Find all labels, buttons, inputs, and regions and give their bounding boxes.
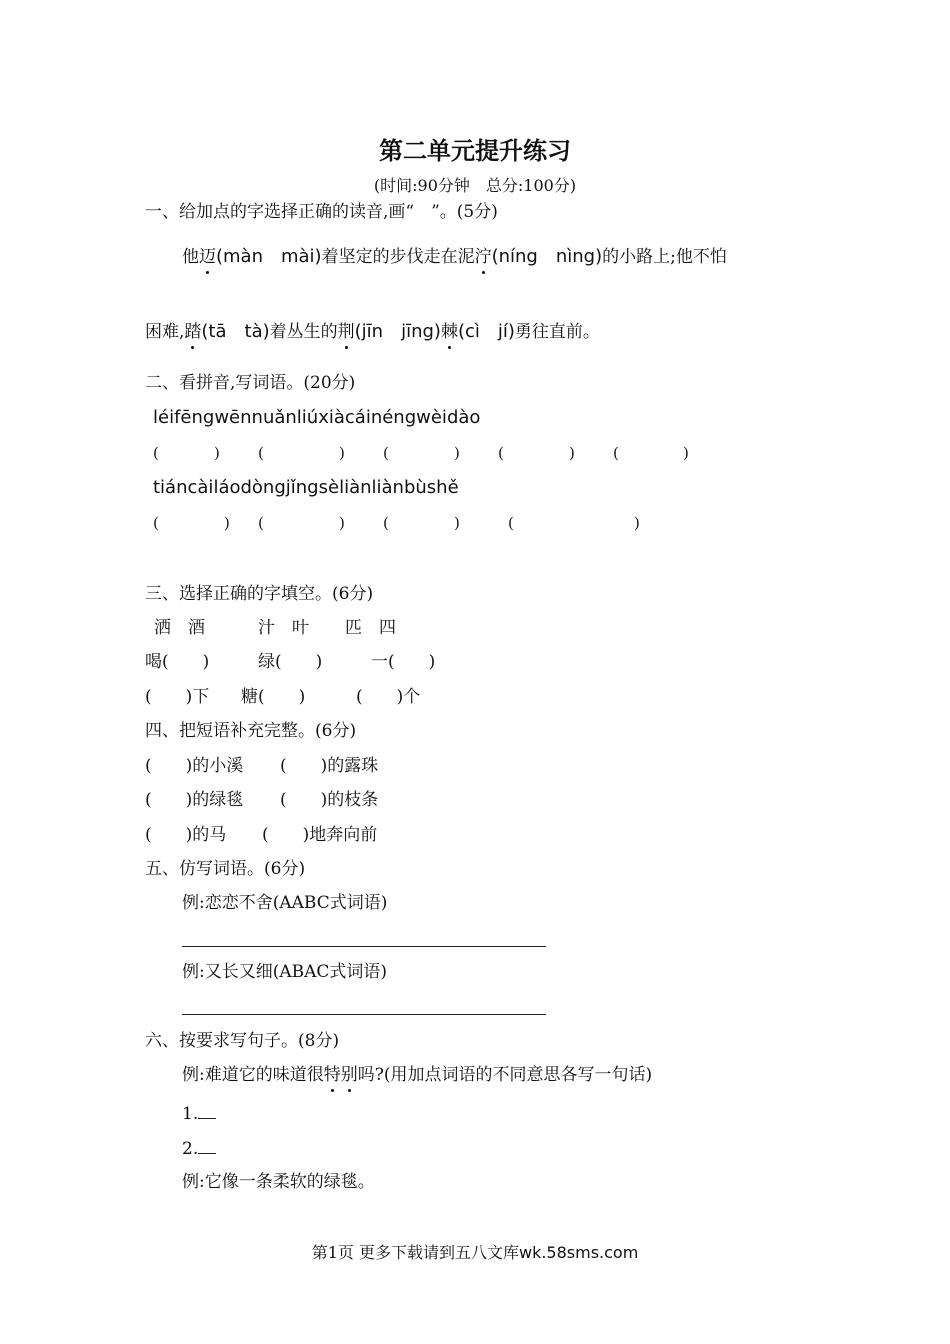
answer-box-close[interactable]: ) xyxy=(454,444,460,462)
q6-item xyxy=(182,1137,216,1160)
q1-sentence-line2 xyxy=(145,321,600,343)
pinyin-word: jǐngsè xyxy=(285,477,340,498)
q3-heading: 三、选择正确的字填空。(6分) xyxy=(145,584,374,604)
pinyin-word: láodòng xyxy=(213,477,286,498)
answer-box-close[interactable]: ) xyxy=(224,514,230,532)
q3-fill-item[interactable]: 一( ) xyxy=(371,652,436,672)
q4-phrase[interactable]: ( )的露珠 xyxy=(280,756,379,776)
answer-box-open[interactable]: ( xyxy=(153,444,159,462)
answer-box-close[interactable]: ) xyxy=(569,444,575,462)
answer-box-open[interactable]: ( xyxy=(508,514,514,532)
answer-line[interactable] xyxy=(182,946,546,947)
answer-blank[interactable] xyxy=(198,1137,216,1154)
text-segment: 着丛生的 xyxy=(269,322,338,342)
answer-box-open[interactable]: ( xyxy=(498,444,504,462)
answer-box-open[interactable]: ( xyxy=(153,514,159,532)
page-subtitle: (时间:90分钟 总分:100分) xyxy=(373,176,577,195)
answer-box-open[interactable]: ( xyxy=(613,444,619,462)
answer-box-close[interactable]: ) xyxy=(339,514,345,532)
pinyin-word: liànliànbùshě xyxy=(339,477,459,498)
pinyin-word: wēnnuǎn xyxy=(214,407,297,428)
q2-heading: 二、看拼音,写词语。(20分) xyxy=(145,373,356,393)
q4-heading: 四、把短语补充完整。(6分) xyxy=(145,721,357,741)
answer-box-open[interactable]: ( xyxy=(383,514,389,532)
pinyin-word: liúxià xyxy=(296,407,345,428)
q2-pinyin-row2 xyxy=(153,477,459,499)
answer-box-close[interactable]: ) xyxy=(683,444,689,462)
q4-phrase[interactable]: ( )地奔向前 xyxy=(262,825,378,845)
pinyin-word: léifēng xyxy=(153,407,215,428)
pinyin-options: (màn mài) xyxy=(216,246,322,267)
q3-choice: 匹 四 xyxy=(345,618,396,638)
q5-example2: 例:又长又细(ABAC式词语) xyxy=(182,962,388,982)
q3-fill-item[interactable]: 糖( ) xyxy=(241,687,306,707)
dotted-char: 踏 xyxy=(184,322,202,342)
q6-example1 xyxy=(182,1064,652,1086)
answer-box-close[interactable]: ) xyxy=(214,444,220,462)
pinyin-word: cáinéng xyxy=(344,407,417,428)
dotted-char: 泞 xyxy=(474,247,492,267)
q3-fill-item[interactable]: 喝( ) xyxy=(145,652,210,672)
pinyin-options: (cì jí) xyxy=(457,321,515,342)
dotted-char: 别 xyxy=(340,1065,358,1085)
text-segment: 他 xyxy=(182,247,199,267)
text-segment: 的小路上;他不怕 xyxy=(602,247,727,267)
q4-phrase[interactable]: ( )的小溪 xyxy=(145,756,244,776)
q4-phrase[interactable]: ( )的枝条 xyxy=(280,790,379,810)
answer-box-open[interactable]: ( xyxy=(258,514,264,532)
q1-sentence-line1 xyxy=(182,246,727,268)
answer-box-open[interactable]: ( xyxy=(383,444,389,462)
answer-blank[interactable] xyxy=(198,1102,216,1119)
text-segment: 吗?(用加点词语的不同意思各写一句话) xyxy=(357,1065,653,1085)
q2-pinyin-row1 xyxy=(153,407,480,429)
dotted-char: 迈 xyxy=(199,247,216,267)
answer-box-close[interactable]: ) xyxy=(634,514,640,532)
dotted-char: 荆 xyxy=(337,322,355,342)
page-title: 第二单元提升练习 xyxy=(379,136,571,165)
pinyin-word: wèidào xyxy=(416,407,481,428)
q6-example2: 例:它像一条柔软的绿毯。 xyxy=(182,1172,375,1192)
q4-phrase[interactable]: ( )的绿毯 xyxy=(145,790,244,810)
pinyin-word: tiáncài xyxy=(153,477,214,498)
answer-box-open[interactable]: ( xyxy=(258,444,264,462)
pinyin-options: (níng nìng) xyxy=(491,246,603,267)
item-number: 1. xyxy=(182,1104,199,1124)
answer-box-close[interactable]: ) xyxy=(339,444,345,462)
q3-fill-item[interactable]: 绿( ) xyxy=(258,652,323,672)
q3-choice: 汁 叶 xyxy=(258,618,309,638)
q6-item xyxy=(182,1102,216,1125)
pinyin-options: (tā tà) xyxy=(201,321,270,342)
q1-heading: 一、给加点的字选择正确的读音,画“ ”。(5分) xyxy=(145,202,498,222)
q3-fill-item[interactable]: ( )下 xyxy=(145,687,210,707)
answer-box-close[interactable]: ) xyxy=(454,514,460,532)
answer-line[interactable] xyxy=(182,1014,546,1015)
footer-text: 第1页 更多下载请到五八文库 xyxy=(311,1243,519,1262)
footer-link[interactable]: wk.58sms.com xyxy=(518,1243,639,1262)
text-segment: 勇往直前。 xyxy=(514,322,600,342)
q5-example1: 例:恋恋不舍(AABC式词语) xyxy=(182,893,388,913)
text-segment: 困难, xyxy=(145,322,185,342)
dotted-char: 棘 xyxy=(440,322,458,342)
q3-choice: 洒 酒 xyxy=(154,618,205,638)
text-segment: 例:难道它的味道很 xyxy=(182,1065,324,1085)
q3-fill-item[interactable]: ( )个 xyxy=(356,687,421,707)
item-number: 2. xyxy=(182,1139,199,1159)
pinyin-options: (jīn jīng) xyxy=(354,321,441,342)
dotted-char: 特 xyxy=(323,1065,341,1085)
q5-heading: 五、仿写词语。(6分) xyxy=(145,859,306,879)
q4-phrase[interactable]: ( )的马 xyxy=(145,825,227,845)
text-segment: 着坚定的步伐走在泥 xyxy=(321,247,475,267)
q6-heading: 六、按要求写句子。(8分) xyxy=(145,1031,340,1051)
page-footer xyxy=(0,1243,950,1263)
